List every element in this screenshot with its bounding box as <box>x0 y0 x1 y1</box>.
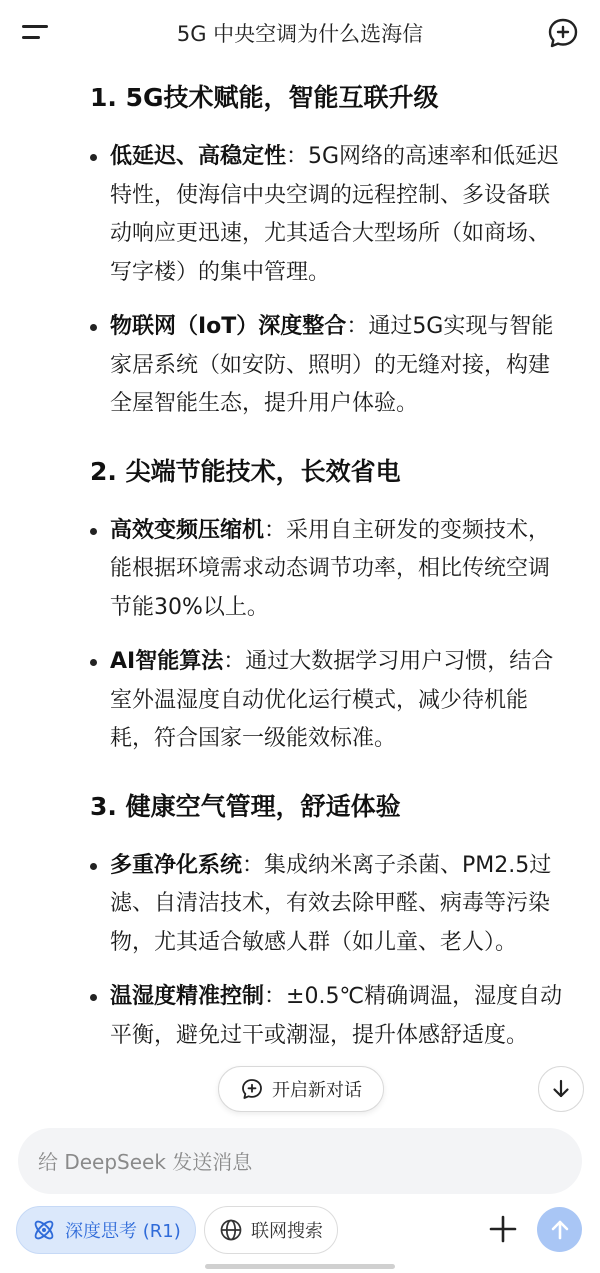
deep-think-toggle[interactable] <box>16 1206 196 1254</box>
section-heading: 3. 健康空气管理，舒适体验 <box>90 791 401 821</box>
item-text: ：通过5G实现与智能家居系统（如安防、照明）的无缝对接，构建全屋智能生态，提升用户体验。 <box>110 314 554 416</box>
atom-icon <box>31 1217 57 1243</box>
web-search-label: 联网搜索 <box>251 1221 323 1242</box>
scroll-to-bottom-button[interactable] <box>538 1066 584 1112</box>
send-button[interactable] <box>537 1207 582 1252</box>
menu-button[interactable] <box>20 20 54 46</box>
menu-icon <box>22 25 48 28</box>
attach-button[interactable] <box>484 1210 522 1248</box>
item-text: ：通过大数据学习用户习惯，结合室外温湿度自动优化运行模式，减少待机能耗，符合国家一级能效标准。 <box>110 649 554 751</box>
new-chat-icon <box>240 1077 264 1101</box>
section-heading: 1. 5G技术赋能，智能互联升级 <box>90 83 439 112</box>
assistant-message <box>90 78 570 1071</box>
item-text: ：集成纳米离子杀菌、PM2.5过滤、自清洁技术，有效去除甲醛、病毒等污染物，尤其适合敏感人群（如儿童、老人）。 <box>110 852 552 955</box>
composer-toolbar <box>0 1206 600 1256</box>
bullet-list <box>90 847 570 1056</box>
list-item <box>90 847 570 963</box>
new-chat-button[interactable] <box>546 16 580 50</box>
menu-icon-line <box>22 36 40 39</box>
list-item <box>90 138 570 292</box>
new-chat-icon <box>546 16 580 50</box>
list-item <box>90 978 570 1055</box>
globe-icon <box>219 1218 243 1242</box>
list-item <box>90 512 570 628</box>
arrow-down-icon <box>550 1078 572 1100</box>
new-chat-floating-button[interactable] <box>218 1066 384 1112</box>
deep-think-label: 深度思考 (R1) <box>65 1221 181 1242</box>
list-item <box>90 643 570 759</box>
bullet-list <box>90 138 570 424</box>
top-bar <box>0 0 600 64</box>
item-text: ：5G网络的高速率和低延迟特性，使海信中央空调的远程控制、多设备联动响应更迅速，尤其适合大型场所（如商场、写字楼）的集中管理。 <box>110 144 560 285</box>
item-label: 高效变频压缩机 <box>110 517 265 543</box>
message-input[interactable] <box>36 1128 560 1196</box>
item-label: 物联网（IoT）深度整合 <box>110 314 347 339</box>
item-label: 低延迟、高稳定性 <box>110 144 287 169</box>
list-item <box>90 308 570 424</box>
web-search-toggle[interactable] <box>204 1206 338 1254</box>
page-title: 5G 中央空调为什么选海信 <box>176 22 424 46</box>
home-indicator <box>205 1264 395 1269</box>
item-text: ：采用自主研发的变频技术，能根据环境需求动态调节功率，相比传统空调节能30%以上。 <box>110 517 551 620</box>
item-label: AI智能算法 <box>110 649 224 674</box>
section-heading: 2. 尖端节能技术，长效省电 <box>90 456 401 486</box>
message-composer <box>18 1128 582 1194</box>
item-label: 温湿度精准控制 <box>110 984 265 1009</box>
item-text: ：±0.5℃精确调温，湿度自动平衡，避免过干或潮湿，提升体感舒适度。 <box>110 984 563 1048</box>
item-label: 多重净化系统 <box>110 852 243 878</box>
arrow-up-icon <box>548 1218 572 1242</box>
bullet-list <box>90 512 570 759</box>
new-chat-label: 开启新对话 <box>272 1080 362 1101</box>
plus-icon <box>484 1210 522 1248</box>
